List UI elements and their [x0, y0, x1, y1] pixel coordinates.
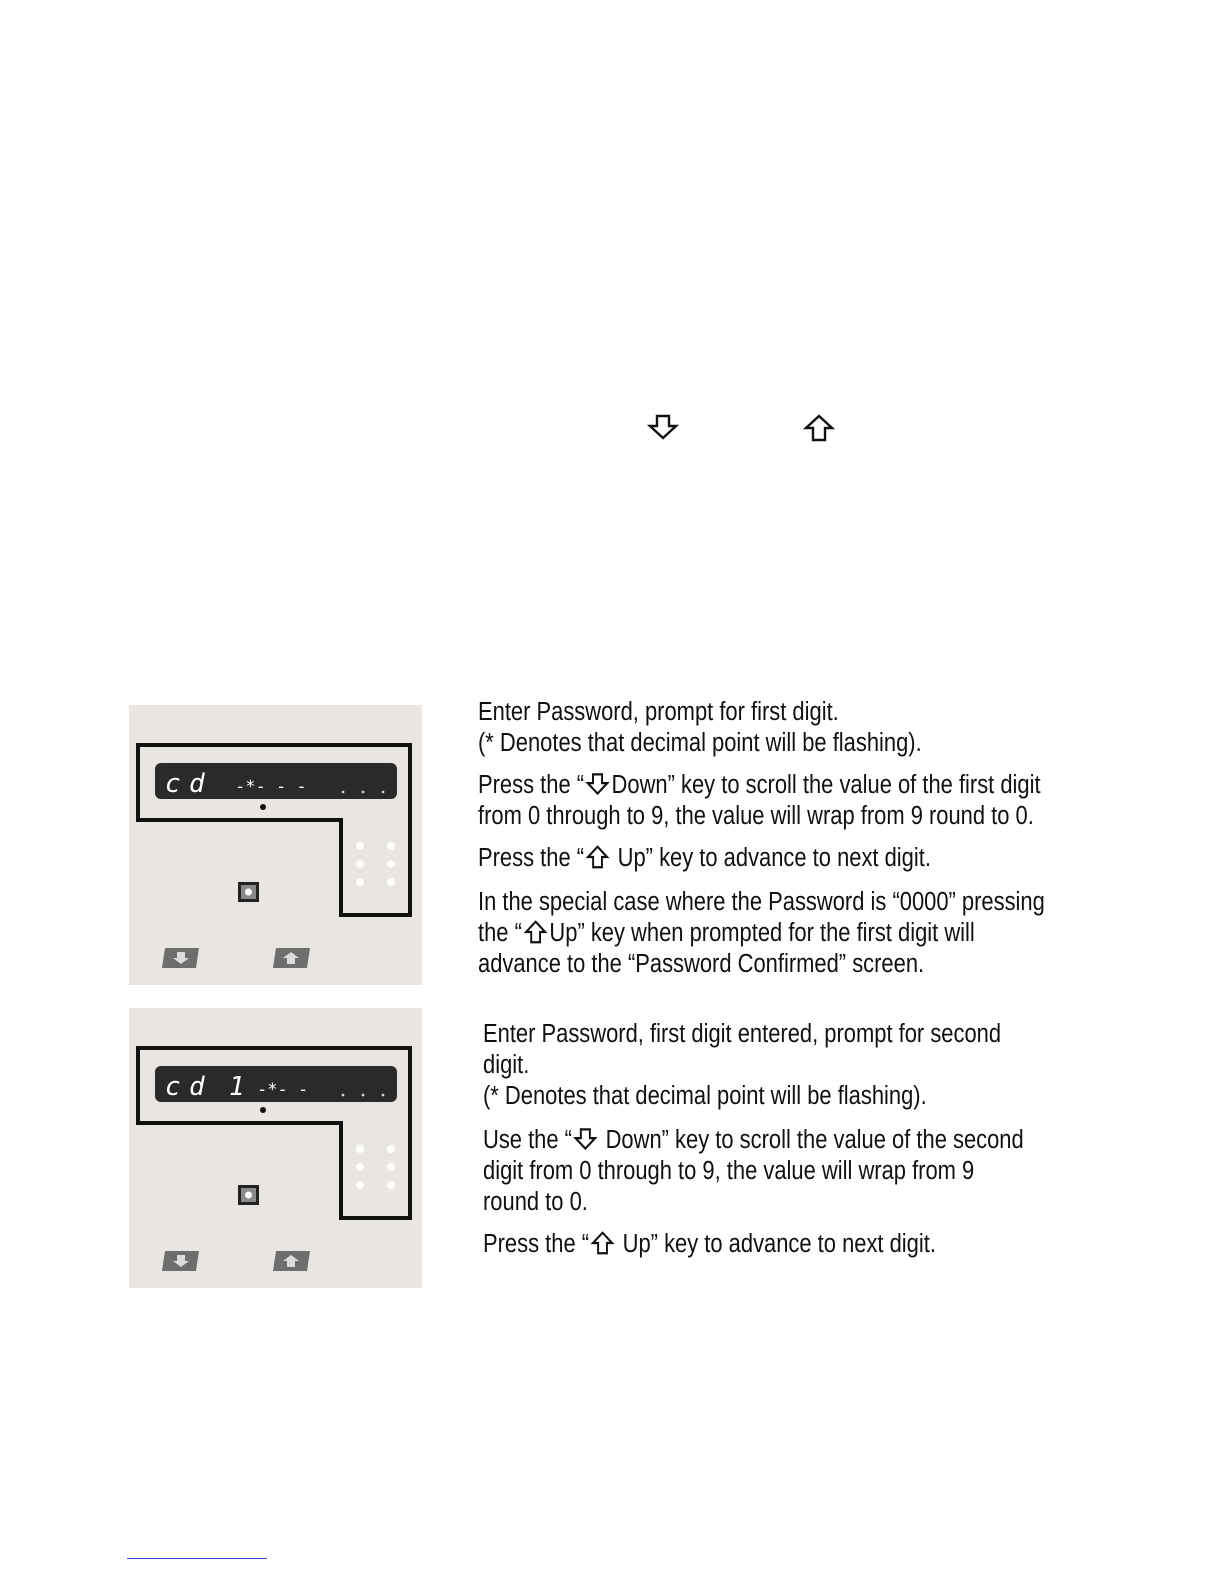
instruction-line: round to 0. — [483, 1188, 588, 1216]
instruction-line: Press the “ Down” key to scroll the value of the first digit — [478, 771, 1041, 799]
up-arrow-icon — [803, 414, 835, 442]
instruction-line: Press the “ Up” key to advance to next digit. — [478, 844, 931, 872]
up-key — [273, 1251, 310, 1271]
instruction-line: (* Denotes that decimal point will be flashing). — [483, 1082, 927, 1110]
instruction-line: Enter Password, first digit entered, prompt for second — [483, 1020, 1002, 1048]
instruction-line: In the special case where the Password is “0000” pressing — [478, 888, 1045, 916]
up-arrow-icon — [524, 920, 548, 944]
instruction-line: digit. — [483, 1051, 530, 1079]
meter-panel-first-digit — [129, 705, 422, 985]
down-arrow-icon — [647, 414, 679, 440]
instructions-first-digit — [478, 697, 1045, 980]
display-char: 1 — [229, 1072, 245, 1102]
instruction-line: Press the “ Up” key to advance to next digit. — [483, 1230, 936, 1258]
display-char: d — [189, 1072, 205, 1102]
up-arrow-icon — [591, 1231, 615, 1255]
instruction-line: digit from 0 through to 9, the value will wrap from 9 — [483, 1157, 975, 1185]
down-key — [162, 1251, 199, 1271]
display-char: d — [189, 769, 205, 799]
up-arrow-icon — [586, 845, 610, 869]
instruction-line: the “ Up” key when prompted for the first digit will — [478, 919, 975, 947]
display-char: c — [165, 769, 181, 799]
instruction-line: Enter Password, prompt for first digit. — [478, 698, 839, 726]
instruction-line: advance to the “Password Confirmed” screen. — [478, 950, 925, 978]
instruction-line: Use the “ Down” key to scroll the value of the second — [483, 1126, 1024, 1154]
up-key — [273, 948, 310, 968]
meter-panel-second-digit — [129, 1008, 422, 1288]
footnote-rule — [127, 1558, 267, 1559]
instruction-line: from 0 through to 9, the value will wrap from 9 round to 0. — [478, 802, 1034, 830]
display-entry: -*- - — [257, 1080, 309, 1100]
down-arrow-icon — [586, 772, 610, 796]
down-arrow-icon — [574, 1127, 598, 1151]
instructions-second-digit — [483, 1019, 1024, 1260]
display-char: c — [165, 1072, 181, 1102]
instruction-line: (* Denotes that decimal point will be flashing). — [478, 729, 922, 757]
display-entry: -*- - - — [235, 777, 307, 797]
down-key — [162, 948, 199, 968]
